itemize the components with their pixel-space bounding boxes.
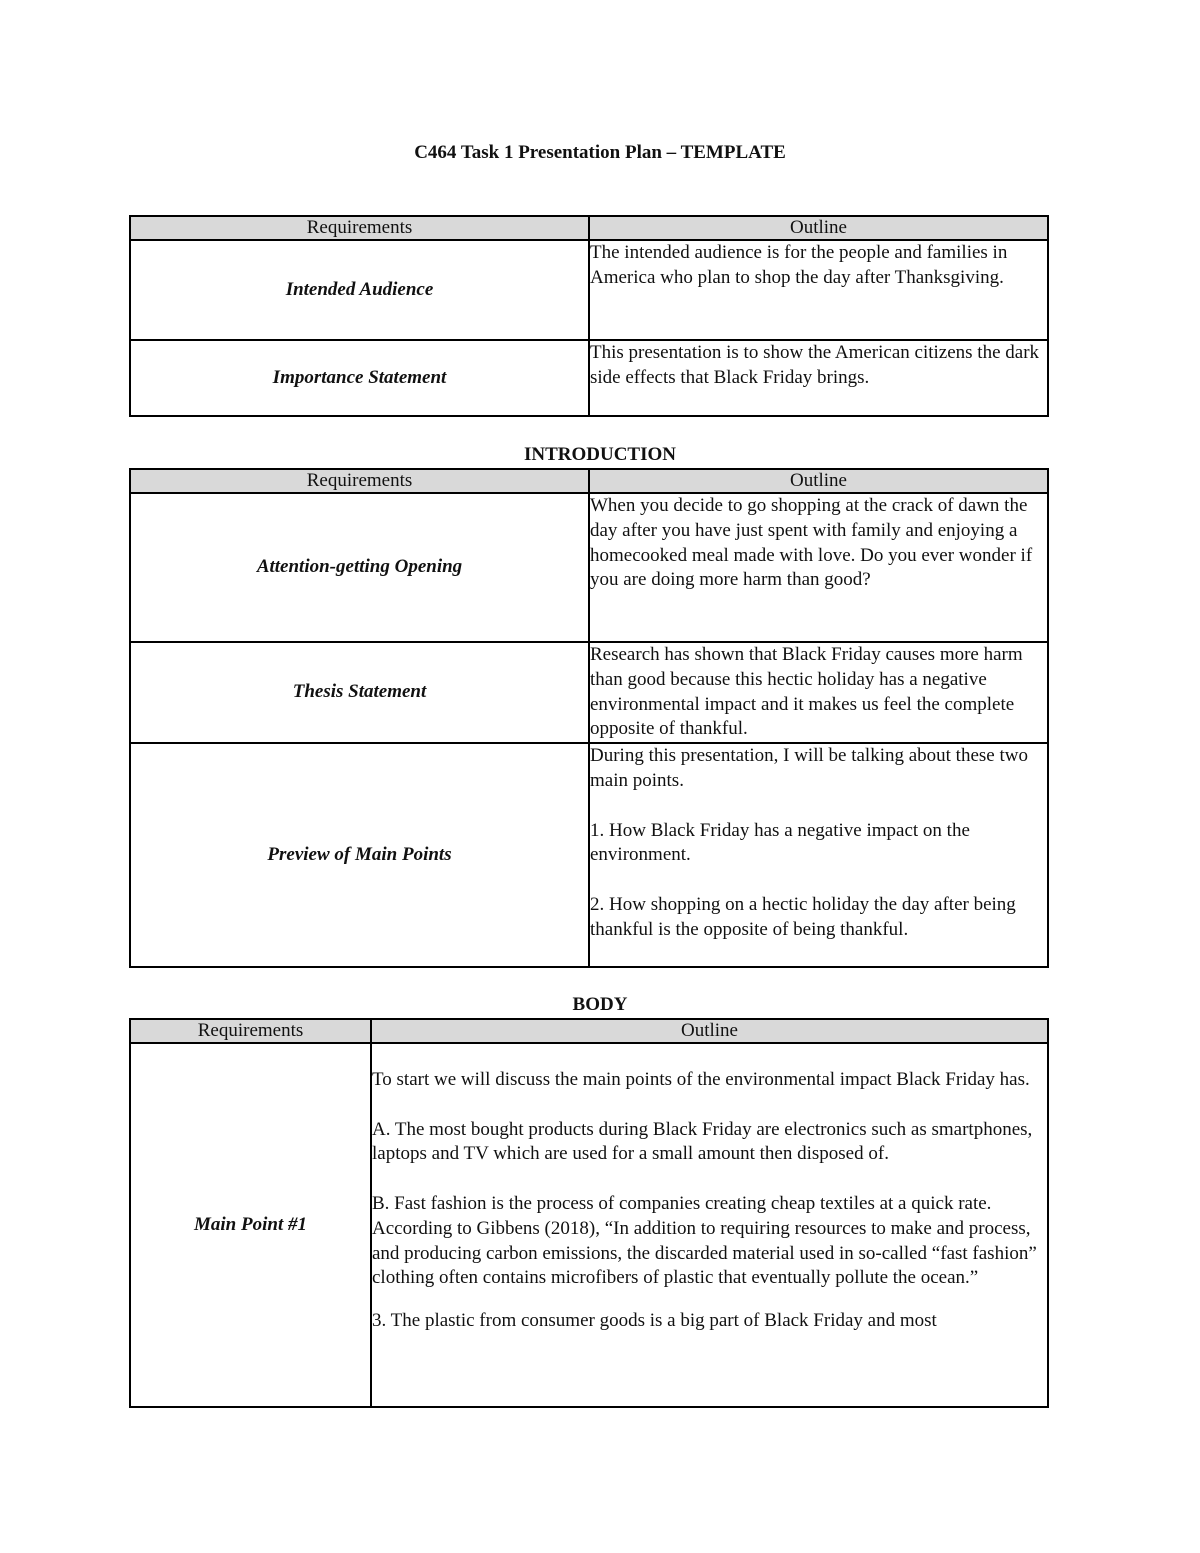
outline-intended-audience: The intended audience is for the people and families in America who plan to shop the day after Thanksgiving. (589, 240, 1048, 340)
requirement-thesis-statement: Thesis Statement (130, 642, 589, 743)
outline-preview-main-points (589, 743, 1048, 967)
table-header-row (130, 216, 1048, 240)
table-row (130, 340, 1048, 416)
requirement-main-point-1: Main Point #1 (130, 1043, 371, 1407)
outline-thesis-statement: Research has shown that Black Friday causes more harm than good because this hectic holiday has a negative environmental impact and it makes us feel the complete opposite of thankful. (589, 642, 1048, 743)
outline-header: Outline (589, 216, 1048, 240)
requirements-header: Requirements (130, 216, 589, 240)
outline-paragraph: To start we will discuss the main points of the environmental impact Black Friday has. (372, 1069, 1030, 1090)
table-row (130, 1043, 1048, 1407)
outline-attention-opening: When you decide to go shopping at the crack of dawn the day after you have just spent with family and enjoying a homecooked meal made with love. Do you ever wonder if you are doing more harm than good? (589, 493, 1048, 642)
body-table (129, 1018, 1049, 1408)
requirement-intended-audience: Intended Audience (130, 240, 589, 340)
requirement-importance-statement: Importance Statement (130, 340, 589, 416)
table-row (130, 493, 1048, 642)
requirements-header: Requirements (130, 469, 589, 493)
page-title: C464 Task 1 Presentation Plan – TEMPLATE (414, 142, 786, 163)
requirement-attention-opening: Attention-getting Opening (130, 493, 589, 642)
table-header-row (130, 469, 1048, 493)
plan-table (129, 215, 1049, 417)
table-row (130, 642, 1048, 743)
body-heading: BODY (572, 994, 628, 1015)
outline-paragraph: 2. How shopping on a hectic holiday the day after being thankful is the opposite of being thankful. (590, 893, 1016, 940)
introduction-table (129, 468, 1049, 968)
table-row (130, 743, 1048, 967)
outline-paragraph: 3. The plastic from consumer goods is a big part of Black Friday and most (372, 1310, 937, 1332)
table-row (130, 240, 1048, 340)
requirements-header: Requirements (130, 1019, 371, 1043)
outline-header: Outline (371, 1019, 1048, 1043)
outline-main-point-1 (371, 1043, 1048, 1407)
outline-paragraph: B. Fast fashion is the process of companies creating cheap textiles at a quick rate. According to Gibbens (2018), “In addition to requiring resources to make and process, and producing carbon emissions, the discarded material used in so-called “fast fashion” clothing often contains microfibers of plastic that eventually pollute the ocean.” (372, 1192, 1037, 1289)
outline-paragraph: During this presentation, I will be talking about these two main points. (590, 745, 1028, 791)
outline-paragraph: 1. How Black Friday has a negative impact on the environment. (590, 819, 970, 866)
introduction-heading: INTRODUCTION (523, 444, 677, 465)
requirement-preview-main-points: Preview of Main Points (130, 743, 589, 967)
outline-paragraph: A. The most bought products during Black Friday are electronics such as smartphones, laptops and TV which are used for a small amount then disposed of. (372, 1118, 1033, 1165)
outline-importance-statement: This presentation is to show the American citizens the dark side effects that Black Friday brings. (589, 340, 1048, 416)
outline-header: Outline (589, 469, 1048, 493)
table-header-row (130, 1019, 1048, 1043)
